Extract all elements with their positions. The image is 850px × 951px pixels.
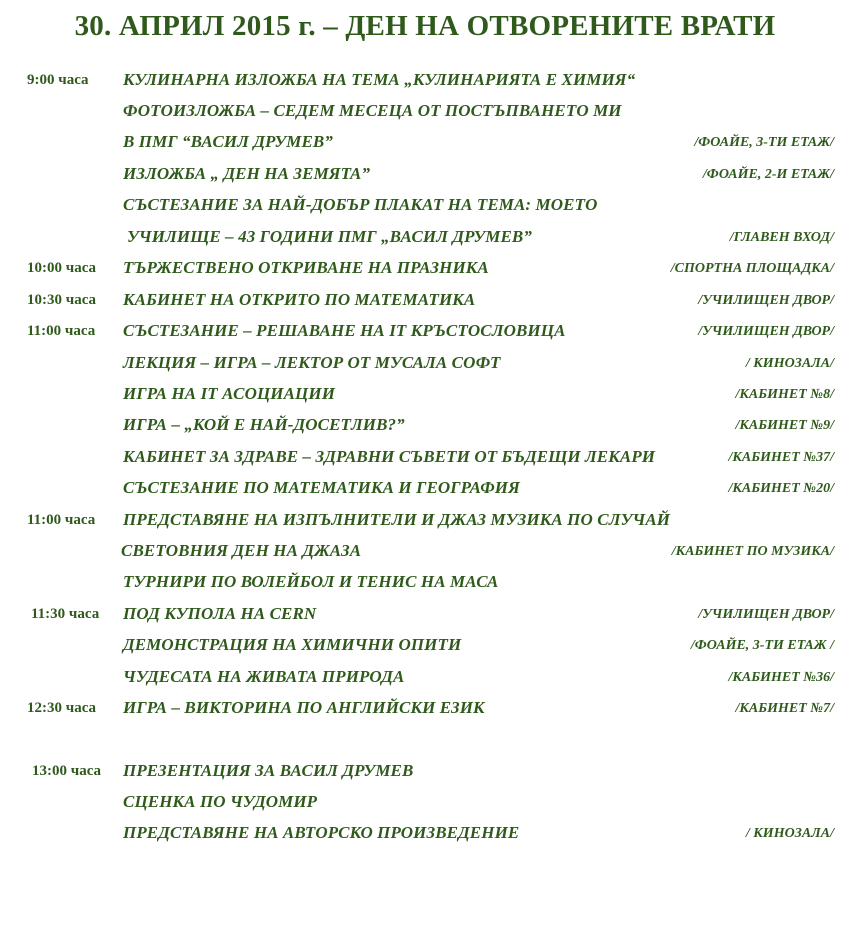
schedule-row	[0, 634, 850, 662]
event-location: /КАБИНЕТ №36/	[728, 670, 834, 685]
event-title: ПРЕДСТАВЯНЕ НА ИЗПЪЛНИТЕЛИ И ДЖАЗ МУЗИКА ПО СЛУЧАЙ	[123, 510, 671, 529]
schedule-row	[0, 226, 850, 254]
schedule-row	[0, 571, 850, 599]
event-location: /КАБИНЕТ №9/	[735, 418, 834, 433]
event-time: 11:30 часа	[31, 606, 100, 622]
event-title: КАБИНЕТ ЗА ЗДРАВЕ – ЗДРАВНИ СЪВЕТИ ОТ БЪДЕЩИ ЛЕКАРИ	[123, 447, 656, 466]
schedule-row	[0, 509, 850, 537]
event-time: 10:30 часа	[27, 292, 97, 308]
page-title: 30. АПРИЛ 2015 г. – ДЕН НА ОТВОРЕНИТЕ ВРАТИ	[74, 10, 776, 42]
event-location: /КАБИНЕТ ПО МУЗИКА/	[671, 544, 834, 559]
event-title: СЪСТЕЗАНИЕ ПО МАТЕМАТИКА И ГЕОГРАФИЯ	[123, 478, 520, 497]
event-title: СВЕТОВНИЯ ДЕН НА ДЖАЗА	[121, 541, 362, 560]
schedule-row	[0, 100, 850, 128]
event-time: 12:30 часа	[27, 700, 97, 716]
event-title: ДЕМОНСТРАЦИЯ НА ХИМИЧНИ ОПИТИ	[123, 635, 462, 654]
schedule-row	[0, 383, 850, 411]
event-location: /ФОАЙЕ, 2-И ЕТАЖ/	[702, 167, 834, 182]
event-title: ИГРА НА IT АСОЦИАЦИИ	[123, 384, 336, 403]
event-title: ЧУДЕСАТА НА ЖИВАТА ПРИРОДА	[123, 667, 405, 686]
schedule-row	[0, 194, 850, 222]
event-location: /ФОАЙЕ, 3-ТИ ЕТАЖ/	[694, 135, 834, 150]
schedule-row	[0, 697, 850, 725]
event-title: ПРЕДСТАВЯНЕ НА АВТОРСКО ПРОИЗВЕДЕНИЕ	[123, 823, 520, 842]
event-location: /КАБИНЕТ №37/	[728, 450, 834, 465]
event-time: 11:00 часа	[27, 323, 96, 339]
event-location: /УЧИЛИЩЕН ДВОР/	[698, 293, 834, 308]
event-title: ТУРНИРИ ПО ВОЛЕЙБОЛ И ТЕНИС НА МАСА	[123, 572, 499, 591]
event-location: /СПОРТНА ПЛОЩАДКА/	[670, 261, 834, 276]
event-title: ЛЕКЦИЯ – ИГРА – ЛЕКТОР ОТ МУСАЛА СОФТ	[123, 353, 501, 372]
event-location: /КАБИНЕТ №8/	[735, 387, 834, 402]
event-title: ФОТОИЗЛОЖБА – СЕДЕМ МЕСЕЦА ОТ ПОСТЪПВАНЕТО МИ	[123, 101, 622, 120]
schedule-row	[0, 666, 850, 694]
event-title: ПРЕЗЕНТАЦИЯ ЗА ВАСИЛ ДРУМЕВ	[123, 761, 414, 780]
event-title: КУЛИНАРНА ИЗЛОЖБА НА ТЕМА „КУЛИНАРИЯТА Е ХИМИЯ“	[123, 70, 636, 89]
event-location: /КАБИНЕТ №20/	[728, 481, 834, 496]
event-title: УЧИЛИЩЕ – 43 ГОДИНИ ПМГ „ВАСИЛ ДРУМЕВ”	[127, 227, 532, 246]
event-time: 10:00 часа	[27, 260, 97, 276]
schedule-row	[0, 760, 850, 788]
event-title: ИГРА – „КОЙ Е НАЙ-ДОСЕТЛИВ?”	[123, 415, 405, 434]
event-location: /УЧИЛИЩЕН ДВОР/	[698, 324, 834, 339]
event-location: /ФОАЙЕ, 3-ТИ ЕТАЖ /	[690, 638, 834, 653]
event-title: СЦЕНКА ПО ЧУДОМИР	[123, 792, 318, 811]
schedule-row	[0, 540, 850, 568]
event-time: 11:00 часа	[27, 512, 96, 528]
event-title: ПОД КУПОЛА НА CERN	[123, 604, 317, 623]
schedule-row	[0, 822, 850, 850]
schedule-row	[0, 257, 850, 285]
event-time: 13:00 часа	[32, 763, 102, 779]
event-location: /КАБИНЕТ №7/	[735, 701, 834, 716]
event-time: 9:00 часа	[27, 72, 89, 88]
schedule-row	[0, 446, 850, 474]
event-location: /ГЛАВЕН ВХОД/	[729, 230, 834, 245]
schedule-row	[0, 791, 850, 819]
event-title: ИЗЛОЖБА „ ДЕН НА ЗЕМЯТА”	[123, 164, 371, 183]
schedule-row	[0, 603, 850, 631]
schedule-row	[0, 131, 850, 159]
event-title: СЪСТЕЗАНИЕ ЗА НАЙ-ДОБЪР ПЛАКАТ НА ТЕМА: МОЕТО	[123, 195, 598, 214]
schedule-row	[0, 163, 850, 191]
event-location: / КИНОЗАЛА/	[745, 826, 834, 841]
event-title: ИГРА – ВИКТОРИНА ПО АНГЛИЙСКИ ЕЗИК	[123, 698, 485, 717]
event-title: В ПМГ “ВАСИЛ ДРУМЕВ”	[123, 132, 333, 151]
schedule-row	[0, 414, 850, 442]
event-location: / КИНОЗАЛА/	[745, 356, 834, 371]
schedule-row	[0, 477, 850, 505]
schedule-row	[0, 352, 850, 380]
schedule-row	[0, 69, 850, 97]
schedule-row	[0, 320, 850, 348]
event-location: /УЧИЛИЩЕН ДВОР/	[698, 607, 834, 622]
schedule-row	[0, 289, 850, 317]
event-title: КАБИНЕТ НА ОТКРИТО ПО МАТЕМАТИКА	[123, 290, 476, 309]
event-title: ТЪРЖЕСТВЕНО ОТКРИВАНЕ НА ПРАЗНИКА	[123, 258, 489, 277]
event-title: СЪСТЕЗАНИЕ – РЕШАВАНЕ НА IT КРЪСТОСЛОВИЦА	[123, 321, 566, 340]
